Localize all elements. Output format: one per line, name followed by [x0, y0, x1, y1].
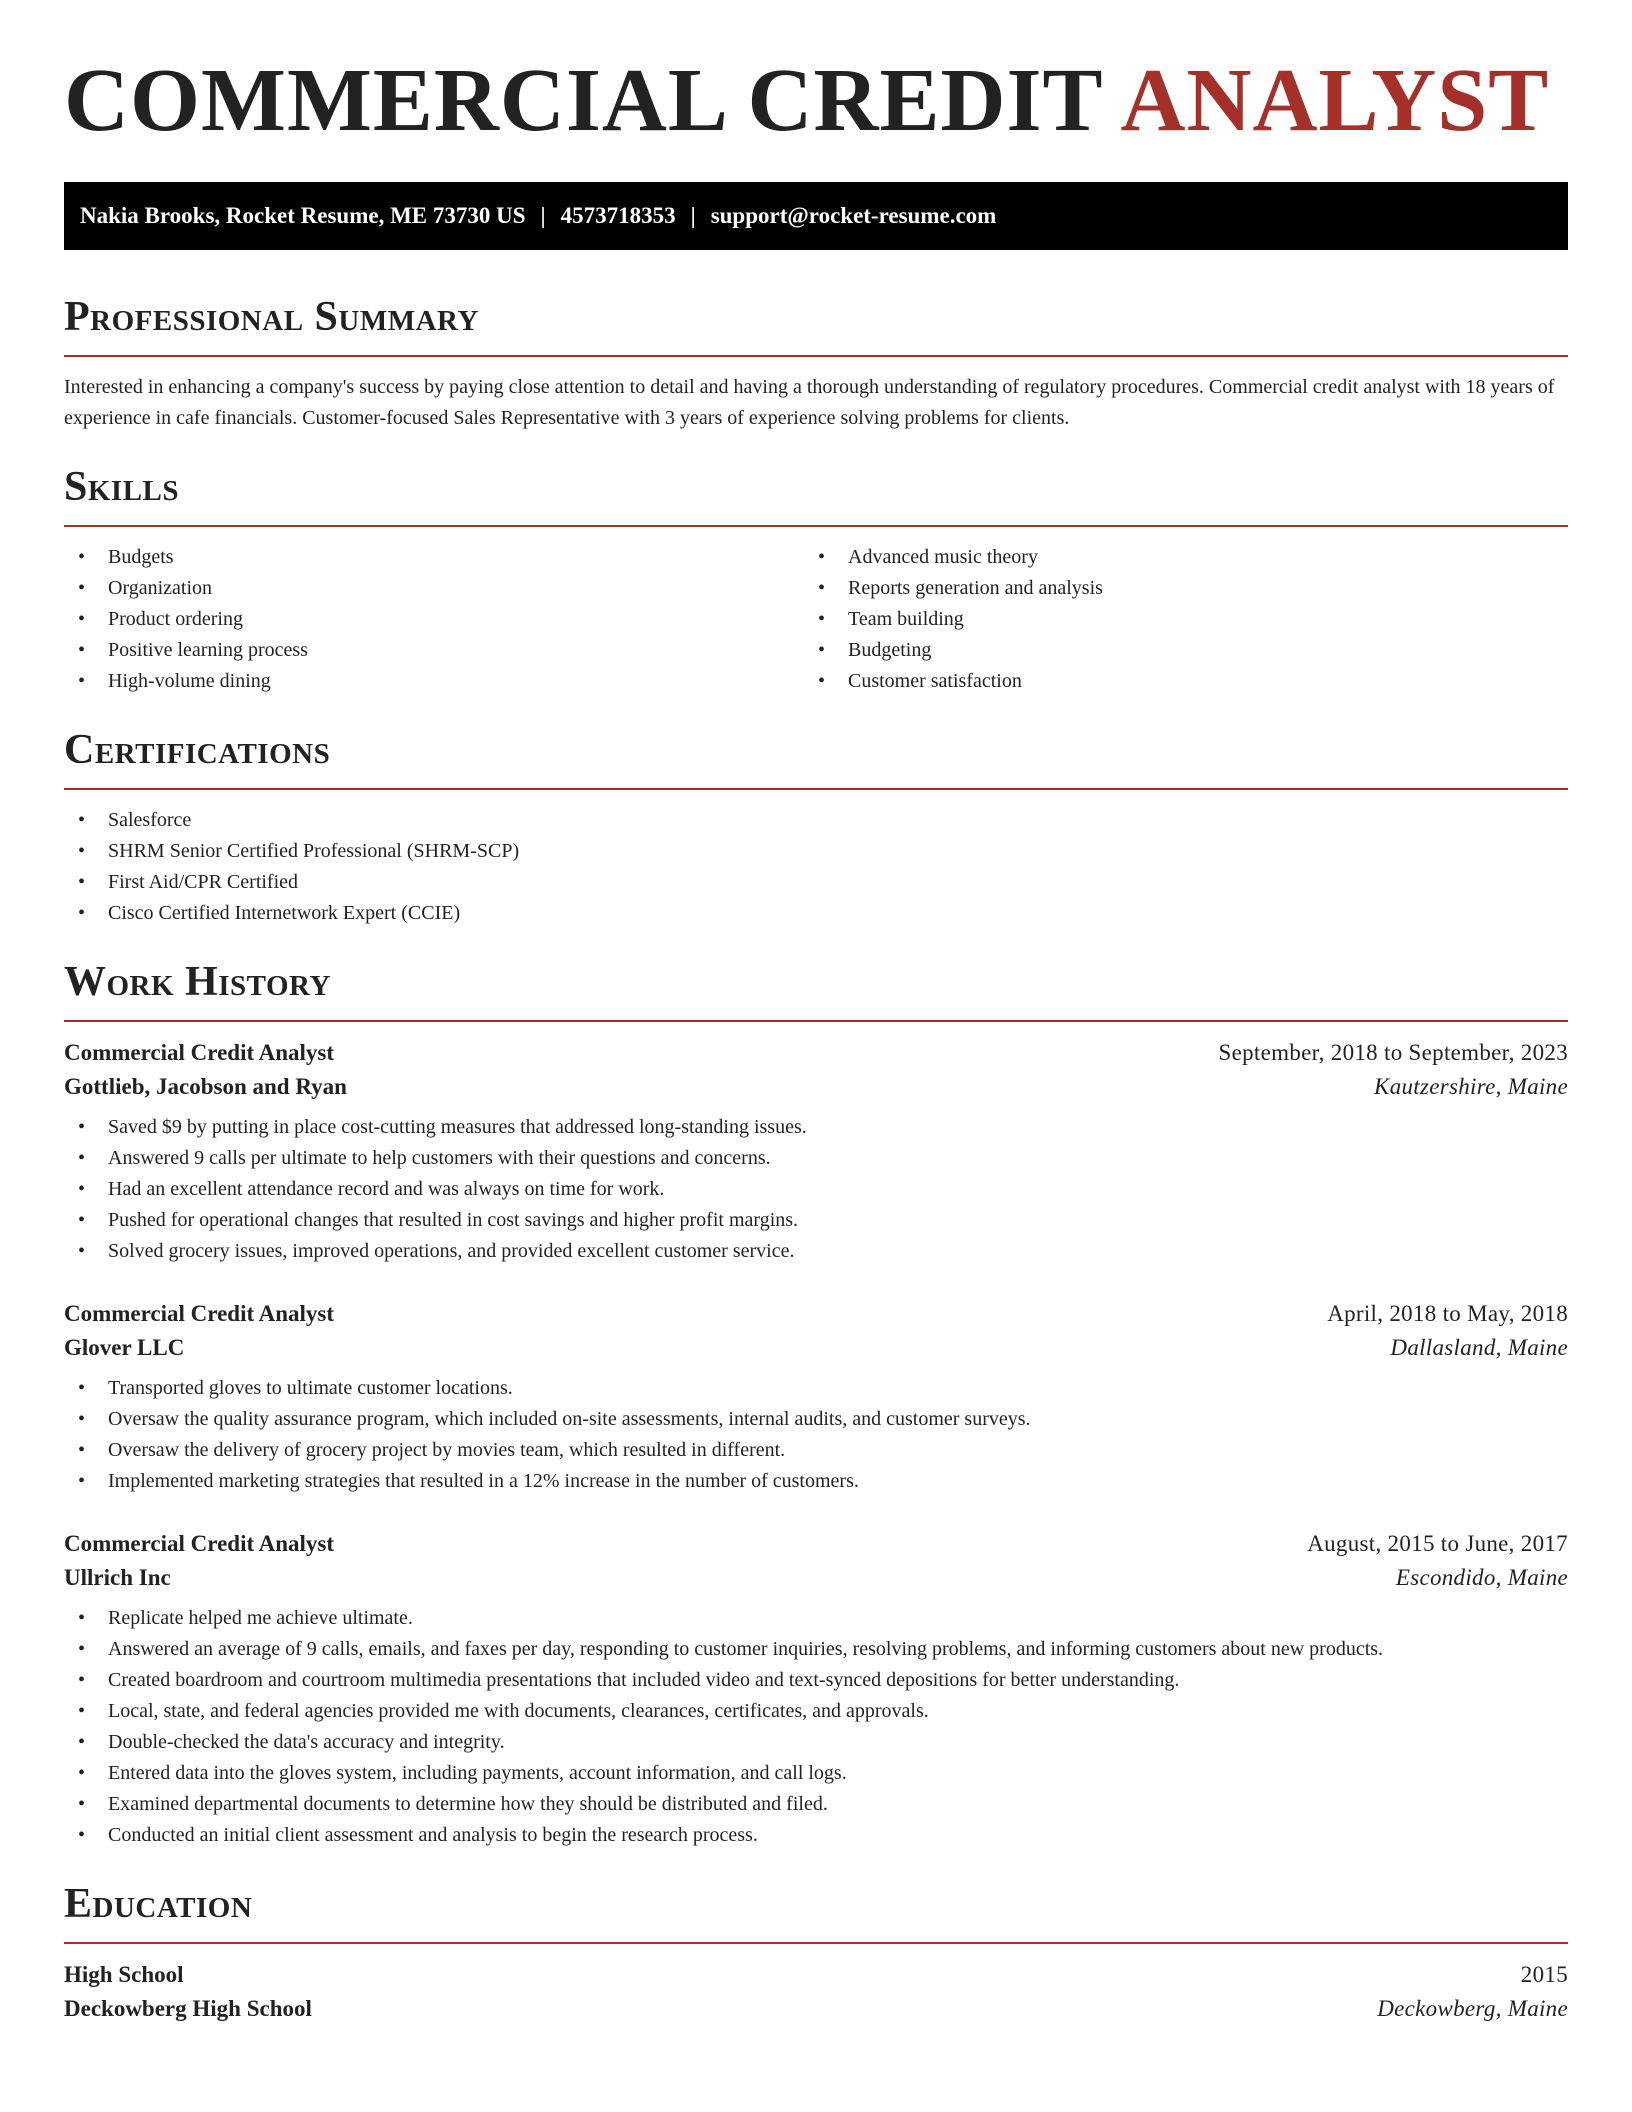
job-bullets — [64, 1603, 1568, 1851]
job-bullet: • Implemented marketing strategies that resulted in a 12% increase in the number of customers. — [64, 1466, 1568, 1497]
job-bullet: • Oversaw the quality assurance program, which included on-site assessments, internal audits, and customer surveys. — [64, 1404, 1568, 1435]
job-bullet: • Created boardroom and courtroom multimedia presentations that included video and text-synced depositions for better understanding. — [64, 1665, 1568, 1696]
education-degree: High School — [64, 1962, 184, 1987]
job-header-row — [64, 1301, 1568, 1327]
job-company: Gottlieb, Jacobson and Ryan — [64, 1074, 347, 1099]
work-history-divider — [64, 1020, 1568, 1022]
certification-item: • Cisco Certified Internetwork Expert (CCIE) — [64, 898, 1568, 929]
skill-item: • Team building — [804, 604, 1544, 635]
skill-item: • Budgets — [64, 542, 804, 573]
job-company-row — [64, 1335, 1568, 1361]
summary-heading: Professional Summary — [64, 294, 479, 340]
work-history-heading: Work History — [64, 959, 331, 1005]
contact-email: support@rocket-resume.com — [710, 203, 997, 228]
job-company-row — [64, 1074, 1568, 1100]
job-entry — [64, 1301, 1568, 1497]
job-bullet: • Pushed for operational changes that resulted in cost savings and higher profit margins. — [64, 1205, 1568, 1236]
contact-phone: 4573718353 — [560, 203, 676, 228]
education-location: Deckowberg, Maine — [1377, 1996, 1568, 2021]
certification-item: • SHRM Senior Certified Professional (SHRM-SCP) — [64, 836, 1568, 867]
job-dates: August, 2015 to June, 2017 — [1307, 1531, 1568, 1556]
job-bullet: • Double-checked the data's accuracy and integrity. — [64, 1727, 1568, 1758]
job-bullet: • Solved grocery issues, improved operations, and provided excellent customer service. — [64, 1236, 1568, 1267]
job-bullet: • Oversaw the delivery of grocery project by movies team, which resulted in different. — [64, 1435, 1568, 1466]
summary-divider — [64, 355, 1568, 357]
job-bullets — [64, 1112, 1568, 1267]
skills-columns — [64, 542, 1568, 697]
job-company: Glover LLC — [64, 1335, 185, 1360]
job-bullet: • Saved $9 by putting in place cost-cutting measures that addressed long-standing issues. — [64, 1112, 1568, 1143]
job-location: Dallasland, Maine — [1390, 1335, 1568, 1360]
certifications-divider — [64, 788, 1568, 790]
education-section — [64, 1883, 1568, 2022]
certifications-list — [64, 805, 1568, 929]
job-dates: September, 2018 to September, 2023 — [1218, 1040, 1568, 1065]
education-heading: Education — [64, 1881, 253, 1927]
education-degree-row — [64, 1962, 1568, 1988]
job-bullet: • Answered 9 calls per ultimate to help customers with their questions and concerns. — [64, 1143, 1568, 1174]
skills-list-right — [804, 542, 1544, 697]
job-company: Ullrich Inc — [64, 1565, 171, 1590]
education-school: Deckowberg High School — [64, 1996, 312, 2021]
certifications-heading: Certifications — [64, 727, 331, 773]
job-entry — [64, 1040, 1568, 1267]
summary-section — [64, 296, 1568, 434]
skill-item: • Budgeting — [804, 635, 1544, 666]
certifications-section — [64, 729, 1568, 929]
skills-section — [64, 466, 1568, 697]
skills-list-left — [64, 542, 804, 697]
job-company-row — [64, 1565, 1568, 1591]
job-bullet: • Conducted an initial client assessment and analysis to begin the research process. — [64, 1820, 1568, 1851]
resume-title — [64, 51, 1568, 150]
job-bullet: • Transported gloves to ultimate customer locations. — [64, 1373, 1568, 1404]
job-bullet: • Examined departmental documents to determine how they should be distributed and filed. — [64, 1789, 1568, 1820]
job-bullet: • Had an excellent attendance record and was always on time for work. — [64, 1174, 1568, 1205]
skill-item: • Advanced music theory — [804, 542, 1544, 573]
job-title: Commercial Credit Analyst — [64, 1531, 335, 1556]
skill-item: • Positive learning process — [64, 635, 804, 666]
job-bullet: • Answered an average of 9 calls, emails, and faxes per day, responding to customer inquiries, resolving problems, and informing customers about new products. — [64, 1634, 1568, 1665]
job-bullets — [64, 1373, 1568, 1497]
contact-separator: | — [540, 203, 546, 228]
job-bullet: • Local, state, and federal agencies provided me with documents, clearances, certificates, and approvals. — [64, 1696, 1568, 1727]
job-location: Kautzershire, Maine — [1374, 1074, 1568, 1099]
certification-item: • First Aid/CPR Certified — [64, 867, 1568, 898]
title-main: COMMERCIAL CREDIT — [64, 51, 1102, 150]
skill-item: • Organization — [64, 573, 804, 604]
education-school-row — [64, 1996, 1568, 2022]
job-bullet: • Entered data into the gloves system, including payments, account information, and call logs. — [64, 1758, 1568, 1789]
skills-divider — [64, 525, 1568, 527]
job-dates: April, 2018 to May, 2018 — [1327, 1301, 1568, 1326]
job-location: Escondido, Maine — [1395, 1565, 1568, 1590]
job-header-row — [64, 1040, 1568, 1066]
contact-bar — [64, 182, 1568, 250]
job-header-row — [64, 1531, 1568, 1557]
contact-address: Nakia Brooks, Rocket Resume, ME 73730 US — [80, 203, 526, 228]
job-bullet: • Replicate helped me achieve ultimate. — [64, 1603, 1568, 1634]
education-divider — [64, 1942, 1568, 1944]
skill-item: • Reports generation and analysis — [804, 573, 1544, 604]
job-title: Commercial Credit Analyst — [64, 1040, 335, 1065]
certification-item: • Salesforce — [64, 805, 1568, 836]
skill-item: • Product ordering — [64, 604, 804, 635]
work-history-section — [64, 961, 1568, 1851]
skills-heading: Skills — [64, 464, 180, 510]
skill-item: • Customer satisfaction — [804, 666, 1544, 697]
job-title: Commercial Credit Analyst — [64, 1301, 335, 1326]
contact-separator: | — [690, 203, 696, 228]
job-entry — [64, 1531, 1568, 1851]
skill-item: • High-volume dining — [64, 666, 804, 697]
title-accent: ANALYST — [1120, 51, 1550, 150]
summary-text: Interested in enhancing a company's success by paying close attention to detail and having a thorough understanding of regulatory procedures. Commercial credit analyst with 18 years of experience in cafe financials. Customer-focused Sales Representative with 3 years of experience solving problems for clients. — [64, 376, 1555, 429]
education-year: 2015 — [1520, 1962, 1568, 1987]
